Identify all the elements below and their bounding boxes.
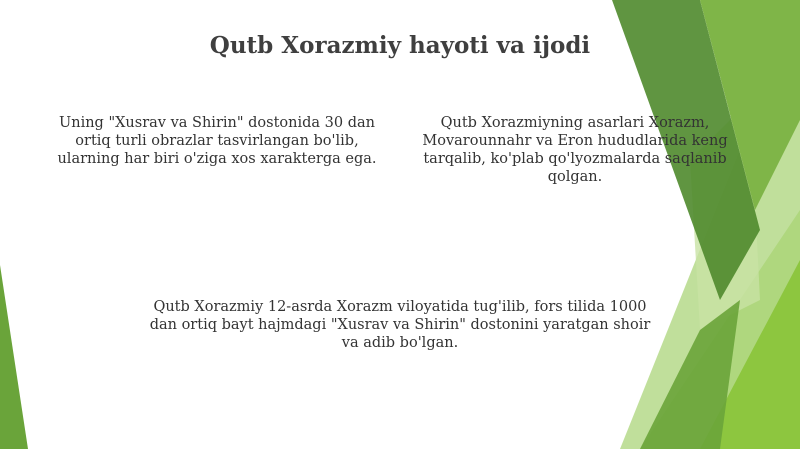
text-block-left: Uning "Xusrav va Shirin" dostonida 30 dan ortiq turli obrazlar tasvirlangan bo'lib, ularning har biri o'ziga xos xarakterga ega.: [57, 115, 377, 167]
slide-title: Qutb Xorazmiy hayoti va ijodi: [209, 32, 591, 59]
text-block-right: Qutb Xorazmiyning asarlari Xorazm, Movarounnahr va Eron hududlarida keng tarqalib, ko'plab qo'lyozmalarda saqlanib qolgan.: [422, 115, 728, 185]
text-block-bottom: Qutb Xorazmiy 12-asrda Xorazm viloyatida tug'ilib, fors tilida 1000 dan ortiq bayt hajmdagi "Xusrav va Shirin" dostonini yaratgan shoir va adib bo'lgan.: [149, 299, 651, 351]
left-edge-stripe: [0, 265, 28, 449]
